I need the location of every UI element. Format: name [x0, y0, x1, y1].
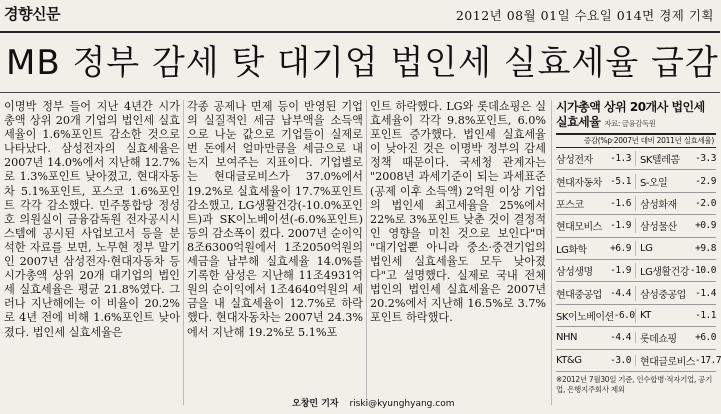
column-divider [366, 100, 367, 405]
column-divider [183, 100, 184, 405]
company-name: 현대자동차 [556, 177, 602, 189]
table-title-text: 시가총액 상위 20개사 법인세 실효세율 [556, 100, 705, 129]
rate-change-value: -17.7 [694, 354, 721, 366]
table-cell-right [636, 353, 721, 368]
rate-change-value: +6.0 [695, 332, 716, 344]
table-cell-right [636, 243, 716, 254]
table-cell-left [556, 263, 636, 278]
table-cell-right [636, 196, 716, 211]
company-name: 삼성생명 [556, 267, 593, 279]
rate-change-value: -1.6 [610, 197, 631, 209]
table-cell-right [636, 174, 716, 189]
newspaper-logo: 경향신문 [4, 5, 60, 23]
rate-change-value: +0.9 [695, 220, 716, 232]
company-name: SK이노베이션 [556, 311, 614, 323]
table-cell-left [556, 151, 636, 166]
rate-change-value: -2.9 [695, 175, 716, 187]
table-row [556, 282, 716, 304]
rate-change-value: -2.0 [695, 197, 716, 209]
company-name: NHN [556, 332, 577, 344]
rate-change-value: -1.9 [610, 220, 631, 232]
masthead [0, 0, 720, 30]
company-name: 삼성화재 [640, 199, 677, 211]
rate-change-value: +9.8 [695, 242, 716, 254]
top-rule [0, 31, 720, 33]
table-header: 증감(%p·2007년 대비 2011년 실효세율) [556, 133, 716, 148]
table-cell-right [636, 218, 716, 233]
table-title [556, 100, 716, 131]
reporter-name: 오창민 기자 [292, 399, 339, 409]
headline: MB 정부 감세 탓 대기업 법인세 실효세율 급감 [6, 43, 719, 83]
article-column-3 [370, 100, 546, 326]
rate-change-value: -1.1 [695, 309, 716, 321]
company-name: 삼성중공업 [640, 289, 686, 301]
table-row [556, 327, 716, 349]
table-row [556, 193, 716, 215]
rate-change-value: -3.3 [695, 153, 716, 165]
table-cell-left [556, 286, 636, 301]
article-text-2: 각종 공제나 면제 등이 반영된 기업의 실질적인 세금 납부액을 소득액으로 나눈 값으로 기업들이 실제로 번 돈에서 얼마만큼을 세금으로 내는지 보여주는 지표이다. 기업별로는 현대글로비스가 37.0%에서 19.2%로 실효세율이 17.7%포인트 감소했고, LG생활건강(-10.0%포인트)과 SK이노베이션(-6.0%포인트) 등의 감소폭이 컸다. 2007년 순이익 8조6300억원에서 1조2050억원의 세금을 납부해 실효세율 14.0%를 기록한 삼성은 지난해 11조4931억원의 순이익에서 1조4640억원의 세금을 내 실효세율이 12.7%로 하락했다. 현대자동차는 2007년 24.3%에서 지난해 19.2%로 5.1%포 [187, 100, 363, 339]
table-cell-right [636, 286, 716, 301]
article-column-1 [4, 100, 180, 340]
rate-change-value: -3.0 [610, 354, 631, 366]
rate-change-value: -4.4 [610, 332, 631, 344]
company-name: S-오일 [640, 177, 668, 189]
table-row [556, 305, 716, 327]
column-divider [551, 100, 552, 405]
table-row [556, 170, 716, 192]
table-cell-left [556, 308, 636, 323]
table-source: 자료: 금융감독원 [604, 119, 656, 128]
table-cell-left [556, 218, 636, 233]
company-name: 롯데쇼핑 [640, 334, 677, 346]
table-row [556, 238, 716, 260]
table-row [556, 350, 721, 372]
company-name: SK텔레콤 [640, 155, 680, 167]
company-name: LG생활건강 [640, 267, 689, 279]
table-cell-left [556, 196, 636, 211]
company-name: 삼성전자 [556, 155, 593, 167]
rate-change-value: -6.0 [613, 309, 635, 321]
company-name: 현대모비스 [556, 222, 602, 234]
table-cell-right [636, 263, 716, 278]
article-text-3: 인트 하락했다. LG와 롯데쇼핑은 실효세율이 각각 9.8%포인트, 6.0%포인트 증가했다. 법인세 실효세율이 낮아진 것은 이명박 정부의 감세 정책 때문이다. 국세청 관계자는 "2008년 과세기준이 되는 과세표준(공제 이후 소득액) 2억원 이상 기업의 법인세 최고세율을 25%에서 22%로 3%포인트 낮춘 것이 결정적인 영향을 미친 것으로 보인다"며 "대기업뿐 아니라 중소·중견기업의 법인세 실효세율도 모두 낮아졌다"고 설명했다. 실제로 국내 전체 법인의 법인세 실효세율은 2007년 20.2%에서 지난해 16.5%로 3.7%포인트 하락했다. [370, 100, 546, 325]
tax-rate-table [556, 100, 721, 410]
company-name: KT [640, 309, 651, 321]
table-cell-left [556, 355, 636, 366]
company-name: 현대중공업 [556, 289, 602, 301]
table-cell-right [636, 151, 716, 166]
table-cell-right [636, 330, 716, 345]
company-name: 포스코 [556, 199, 584, 211]
dateline: 2012년 08월 01일 수요일 014면 경제 기획 [455, 8, 714, 23]
rate-change-value: -1.9 [610, 265, 631, 277]
company-name: KT&G [556, 354, 582, 366]
reporter-email: riski@kyunghyang.com [349, 399, 455, 409]
company-name: LG화학 [556, 244, 587, 256]
table-cell-left [556, 332, 636, 343]
table-row [556, 215, 716, 237]
rate-change-value: -1.3 [610, 153, 631, 165]
table-note: ※2012년 7월30일 기준, 인수합병·적자기업, 공기업, 은행지주회사 제외 [556, 374, 713, 394]
headline-rule [0, 92, 720, 93]
article-text-1: 이명박 정부 들어 지난 4년간 시가총액 상위 20개 기업의 법인세 실효세율이 1.6%포인트 감소한 것으로 나타났다. 삼성전자의 실효세율은 2007년 14.0%에서 지난해 12.7%로 1.3%포인트 낮아졌고, 현대자동차 5.1%포인트, 포스코 1.6%포인트 각각 감소했다. 민주통합당 정성호 의원실이 금융감독원 전자공시시스템에 공시된 사업보고서 등을 분석한 자료를 보면, 노무현 정부 말기인 2007년 삼성전자·현대자동차 등 시가총액 상위 20개 대기업의 법인세 실효세율은 평균 21.8%였다. 그러나 지난해에는 이 비율이 20.2%로 4년 전에 비해 1.6%포인트 낮아졌다. 법인세 실효세율은 [4, 100, 180, 339]
company-name: LG [640, 242, 653, 254]
byline [292, 396, 454, 409]
rate-change-value: -1.4 [695, 287, 716, 299]
rate-change-value: -10.0 [689, 265, 716, 277]
company-name: 삼성물산 [640, 222, 677, 234]
table-row [556, 260, 716, 282]
table-cell-left [556, 241, 636, 256]
rate-change-value: +6.9 [610, 242, 631, 254]
company-name: 현대글로비스 [640, 356, 695, 368]
article-column-2 [187, 100, 363, 340]
table-cell-left [556, 174, 636, 189]
rate-change-value: -4.4 [610, 287, 631, 299]
rate-change-value: -5.1 [610, 175, 631, 187]
table-cell-right [636, 310, 716, 321]
table-row [556, 148, 716, 170]
table-body [556, 148, 721, 372]
